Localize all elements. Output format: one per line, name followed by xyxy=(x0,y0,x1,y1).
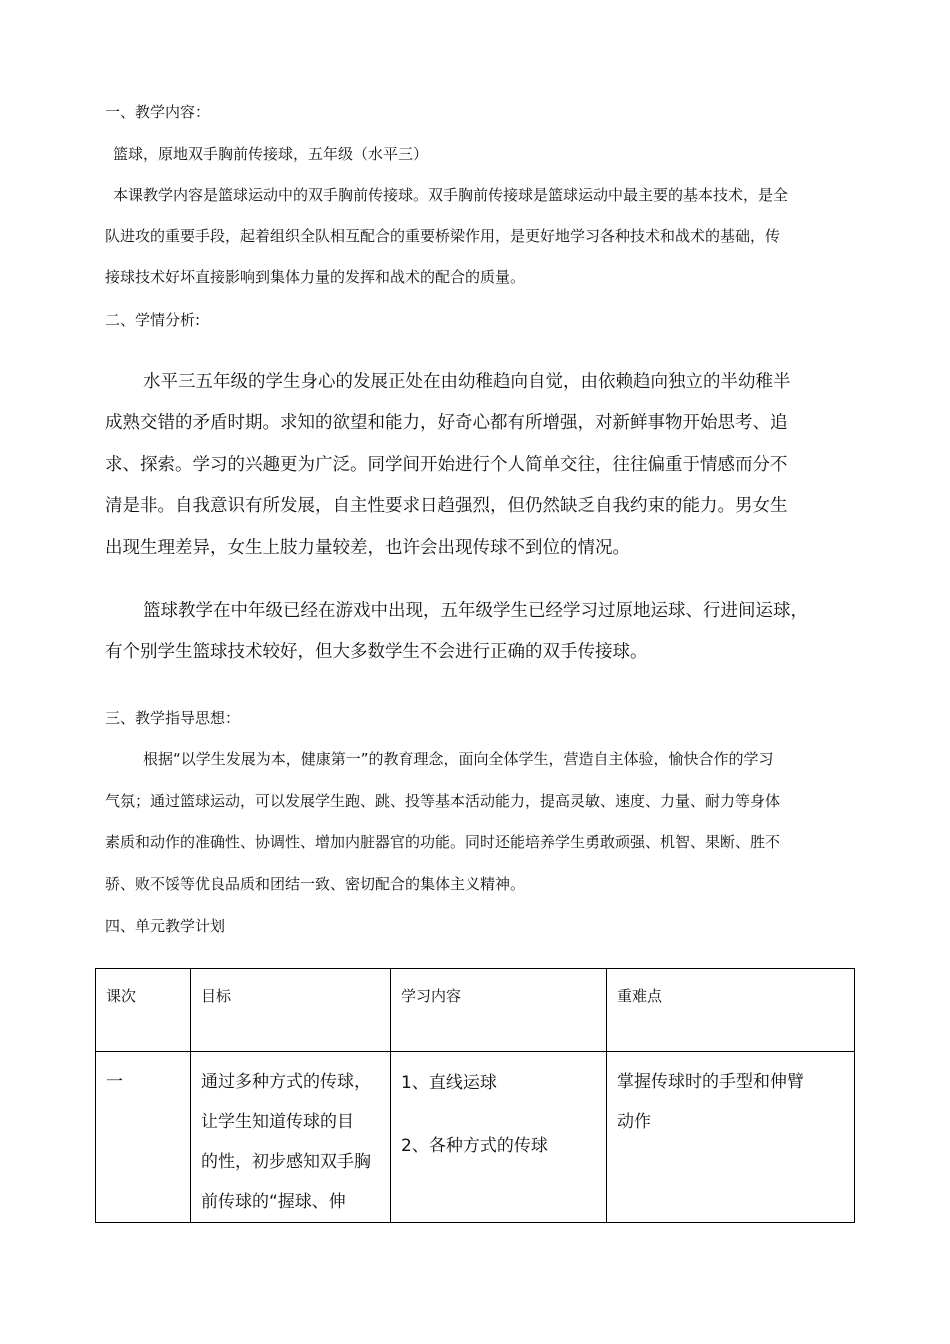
guiding-paragraph-line: 骄、败不馁等优良品质和团结一致、密切配合的集体主义精神。 xyxy=(105,875,526,893)
cell-content: 1、直线运球 2、各种方式的传球 xyxy=(391,1052,607,1223)
table-header-row xyxy=(96,969,855,1052)
analysis-paragraph-line: 篮球教学在中年级已经在游戏中出现，五年级学生已经学习过原地运球、行进间运球， xyxy=(143,601,808,621)
unit-plan-table xyxy=(95,968,855,1223)
analysis-paragraph-line: 水平三五年级的学生身心的发展正处在由幼稚趋向自觉，由依赖趋向独立的半幼稚半 xyxy=(143,372,791,392)
table-row xyxy=(96,1052,855,1223)
analysis-paragraph-line: 有个别学生篮球技术较好，但大多数学生不会进行正确的双手传接球。 xyxy=(105,642,648,662)
guiding-paragraph-line: 气氛；通过篮球运动，可以发展学生跑、跳、投等基本活动能力，提高灵敏、速度、力量、耐力等身体 xyxy=(105,792,781,810)
section-heading-unit-plan: 四、单元教学计划 xyxy=(105,917,226,935)
guiding-paragraph-line: 根据“以学生发展为本，健康第一”的教育理念，面向全体学生，营造自主体验，愉快合作的学习 xyxy=(143,750,774,768)
analysis-paragraph-line: 成熟交错的矛盾时期。求知的欲望和能力，好奇心都有所增强，对新鲜事物开始思考、追 xyxy=(105,413,788,433)
section-heading-content: 一、教学内容： xyxy=(105,103,211,121)
analysis-paragraph-line: 求、探索。学习的兴趣更为广泛。同学间开始进行个人简单交往，往往偏重于情感而分不 xyxy=(105,455,788,475)
header-cell-key-points: 重难点 xyxy=(607,969,855,1052)
section-heading-guiding-idea: 三、教学指导思想： xyxy=(105,709,241,727)
section-heading-analysis: 二、学情分析: xyxy=(105,311,201,329)
cell-lesson-number: 一 xyxy=(96,1052,191,1223)
header-cell-goal: 目标 xyxy=(191,969,391,1052)
content-paragraph-line: 队进攻的重要手段，起着组织全队相互配合的重要桥梁作用，是更好地学习各种技术和战术的基础，传 xyxy=(105,227,781,245)
guiding-paragraph-line: 素质和动作的准确性、协调性、增加内脏器官的功能。同时还能培养学生勇敢顽强、机智、果断、胜不 xyxy=(105,833,781,851)
header-cell-content: 学习内容 xyxy=(391,969,607,1052)
cell-goal: 通过多种方式的传球， 让学生知道传球的目 的性，初步感知双手胸 前传球的“握球、伸 xyxy=(191,1052,391,1223)
cell-key-points: 掌握传球时的手型和伸臂 动作 xyxy=(607,1052,855,1223)
analysis-paragraph-line: 清是非。自我意识有所发展，自主性要求日趋强烈，但仍然缺乏自我约束的能力。男女生 xyxy=(105,496,788,516)
header-cell-lesson: 课次 xyxy=(96,969,191,1052)
lesson-topic: 篮球，原地双手胸前传接球，五年级（水平三） xyxy=(113,145,429,163)
content-paragraph-line: 本课教学内容是篮球运动中的双手胸前传接球。双手胸前传接球是篮球运动中最主要的基本技术，是全 xyxy=(113,186,789,204)
content-paragraph-line: 接球技术好坏直接影响到集体力量的发挥和战术的配合的质量。 xyxy=(105,268,526,286)
analysis-paragraph-line: 出现生理差异，女生上肢力量较差，也许会出现传球不到位的情况。 xyxy=(105,538,630,558)
